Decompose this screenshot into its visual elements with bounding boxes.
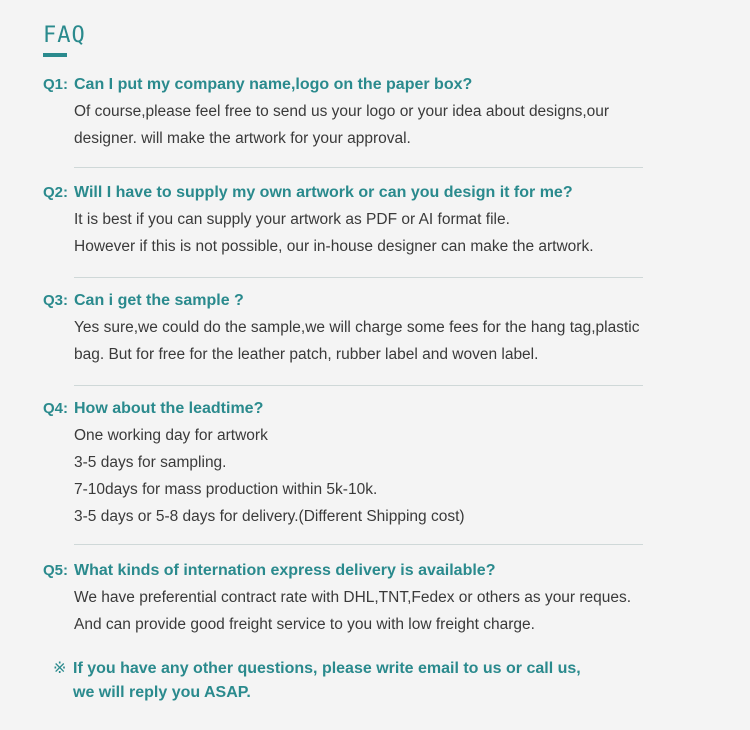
faq-header	[43, 22, 86, 57]
question-number: Q2:	[43, 184, 69, 201]
faq-item-q2	[43, 179, 653, 260]
question-row	[43, 557, 653, 584]
question-number: Q3:	[43, 292, 69, 309]
question-row	[43, 179, 653, 206]
title-underline	[43, 53, 67, 57]
answer-line: It is best if you can supply your artwork as PDF or AI format file.	[74, 211, 510, 228]
answer-line: However if this is not possible, our in-house designer can make the artwork.	[74, 238, 594, 255]
answer-line: Of course,please feel free to send us your logo or your idea about designs,our	[74, 103, 610, 120]
question-row	[43, 287, 653, 314]
answer	[74, 206, 653, 260]
question-text: Will I have to supply my own artwork or can you design it for me?	[74, 184, 573, 201]
answer-line: One working day for artwork	[74, 427, 268, 444]
note-text-1: If you have any other questions, please write email to us or call us,	[73, 660, 581, 677]
question-row	[43, 395, 653, 422]
divider	[74, 385, 643, 386]
divider	[74, 167, 643, 168]
contact-note	[53, 657, 581, 705]
note-line-1	[53, 657, 581, 681]
reference-mark-icon: ※	[53, 660, 67, 677]
answer	[74, 314, 653, 368]
question-number: Q5:	[43, 562, 69, 579]
answer	[74, 422, 653, 530]
faq-item-q4	[43, 395, 653, 530]
answer-line: 7-10days for mass production within 5k-10k.	[74, 481, 378, 498]
answer	[74, 584, 653, 638]
faq-item-q1	[43, 71, 653, 152]
answer-line: designer. will make the artwork for your approval.	[74, 130, 411, 147]
note-text-2: we will reply you ASAP.	[73, 684, 251, 701]
divider	[74, 544, 643, 545]
answer-line: Yes sure,we could do the sample,we will charge some fees for the hang tag,plastic	[74, 319, 640, 336]
answer	[74, 98, 653, 152]
page-title: FAQ	[43, 23, 86, 48]
question-number: Q1:	[43, 76, 69, 93]
answer-line: bag. But for free for the leather patch, rubber label and woven label.	[74, 346, 539, 363]
faq-item-q5	[43, 557, 653, 638]
answer-line: And can provide good freight service to you with low freight charge.	[74, 616, 535, 633]
faq-item-q3	[43, 287, 653, 368]
answer-line: 3-5 days or 5-8 days for delivery.(Different Shipping cost)	[74, 508, 465, 525]
answer-line: We have preferential contract rate with DHL,TNT,Fedex or others as your reques.	[74, 589, 632, 606]
question-text: Can i get the sample ?	[74, 292, 244, 309]
question-row	[43, 71, 653, 98]
question-number: Q4:	[43, 400, 69, 417]
divider	[74, 277, 643, 278]
answer-line: 3-5 days for sampling.	[74, 454, 227, 471]
question-text: What kinds of internation express delivery is available?	[74, 562, 496, 579]
question-text: How about the leadtime?	[74, 400, 264, 417]
question-text: Can I put my company name,logo on the paper box?	[74, 76, 473, 93]
